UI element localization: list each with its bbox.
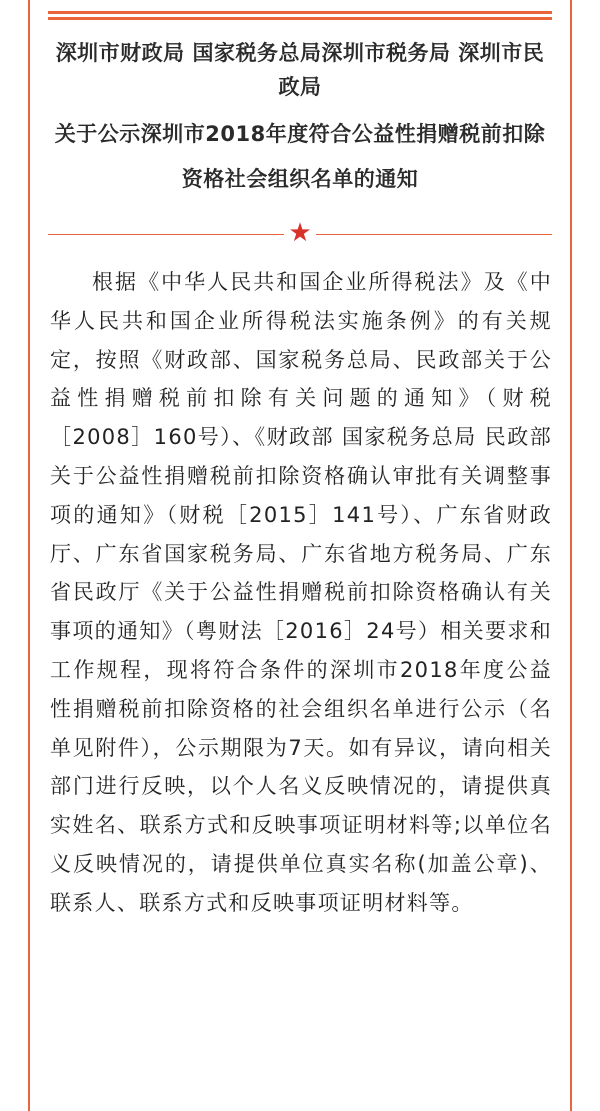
notice-body: 根据《中华人民共和国企业所得税法》及《中华人民共和国企业所得税法实施条例》的有关规定，按照《财政部、国家税务总局、民政部关于公益性捐赠税前扣除有关问题的通知》（财税［2008］160号）、《财政部 国家税务总局 民政部关于公益性捐赠税前扣除资格确认审批有关调整事项的通知》（财税［2015］141号）、广东省财政厅、广东省国家税务局、广东省地方税务局、广东省民政厅《关于公益性捐赠税前扣除资格确认有关事项的通知》（粤财法［2016］24号）相关要求和工作规程，现将符合条件的深圳市2018年度公益性捐赠税前扣除资格的社会组织名单进行公示（名单见附件），公示期限为7天。如有异议，请向相关部门进行反映，以个人名义反映情况的，请提供真实姓名、联系方式和反映事项证明材料等;以单位名义反映情况的，请提供单位真实名称(加盖公章)、联系人、联系方式和反映事项证明材料等。 [50, 270, 552, 915]
title-divider [48, 218, 552, 248]
document-header [50, 36, 550, 202]
issuing-authorities: 深圳市财政局 国家税务总局深圳市税务局 深圳市民政局 [55, 41, 545, 99]
divider-line-left [48, 234, 284, 235]
divider-line-right [316, 234, 552, 235]
left-border-line [28, 0, 30, 1111]
right-border-line [570, 0, 572, 1111]
top-border-line [48, 11, 552, 14]
document-title: 关于公示深圳市2018年度符合公益性捐赠税前扣除资格社会组织名单的通知 [54, 122, 546, 191]
top-border-line-inner [48, 17, 552, 20]
star-icon: ★ [288, 218, 312, 248]
